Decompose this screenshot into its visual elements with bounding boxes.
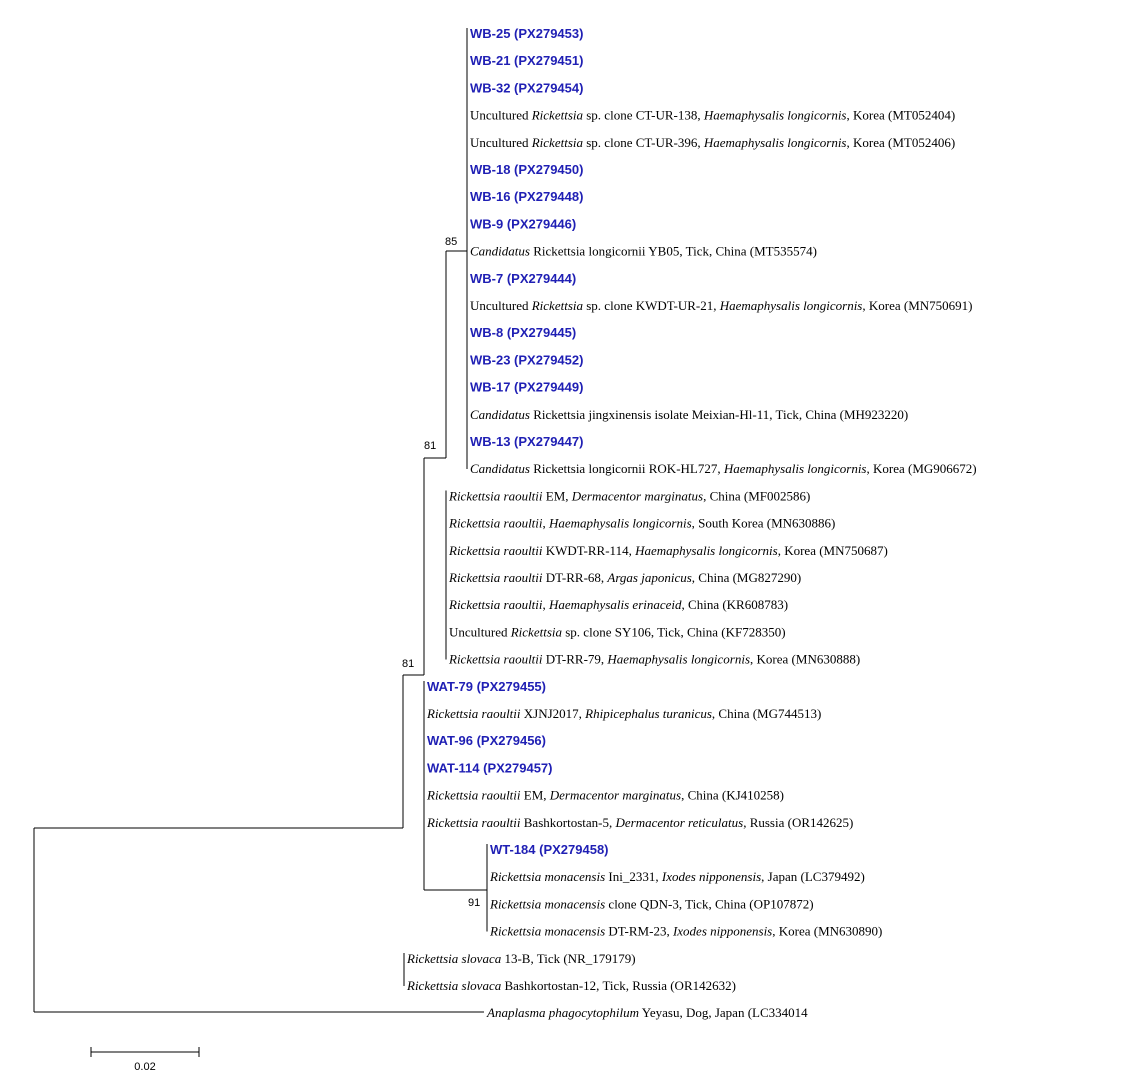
taxon-label-part: Haemaphysalis longicornis (635, 542, 778, 558)
taxon-label-part: XJNJ2017, (520, 706, 586, 721)
taxon-label-part: DT-RR-79, (542, 651, 608, 667)
taxon-label-part: DT-RM-23, (605, 923, 673, 939)
taxon-label-part: WB-21 (PX279451) (470, 53, 584, 69)
taxon-label-part: , Japan (LC379492) (761, 869, 865, 885)
taxon-label-part: Rickettsia raoultii (427, 787, 521, 803)
taxon-label-part: Ixodes nipponensis (661, 869, 762, 885)
taxon-label-wat79 (427, 679, 546, 694)
tree-branches (34, 28, 487, 1012)
taxon-label-wb9 (470, 216, 576, 231)
taxon-label-part: sp. clone CT-UR-396, (583, 134, 704, 150)
taxon-label-part: Uncultured (449, 624, 511, 640)
taxon-label-part: , China (MG827290) (691, 570, 802, 585)
taxon-label-part: clone QDN-3, Tick, China (OP107872) (605, 896, 814, 912)
taxon-label-slov13 (406, 951, 636, 966)
taxon-label-wb13 (470, 434, 583, 449)
taxon-label-part: Ixodes nipponensis (672, 923, 773, 939)
taxon-label-yb05 (470, 244, 817, 259)
taxon-label-part: Haemaphysalis erinaceid (549, 597, 682, 613)
taxon-label-part: Rickettsia monacensis (490, 923, 606, 939)
taxon-label-ct396 (470, 135, 955, 150)
taxon-label-part: WB-17 (PX279449) (470, 379, 584, 395)
taxon-label-part: sp. clone KWDT-UR-21, (583, 298, 720, 313)
taxon-label-part: Rickettsia longicornii YB05, Tick, China (MT535574) (529, 243, 817, 259)
taxon-label-part: 13-B, Tick (NR_179179) (501, 950, 636, 966)
taxon-label-part: Dermacentor marginatus (571, 488, 704, 504)
taxon-label-part: Rickettsia (510, 624, 562, 640)
taxon-label-part: Rickettsia slovaca (407, 950, 502, 966)
taxon-label-slov12 (406, 978, 736, 993)
taxon-label-wb8 (470, 325, 576, 340)
taxon-label-wt184 (490, 842, 609, 857)
taxon-label-part: Rickettsia raoultii (449, 488, 543, 504)
taxon-label-rok (470, 461, 977, 476)
taxon-label-part: EM, (542, 488, 572, 504)
taxon-label-wb32 (470, 80, 583, 95)
taxon-label-part: Rickettsia raoultii (449, 542, 543, 558)
taxon-label-wb7 (470, 271, 576, 286)
taxon-label-part: Rickettsia longicornii ROK-HL727, (529, 461, 724, 477)
taxon-label-part: Candidatus (470, 406, 530, 422)
taxon-label-part: Bashkortostan-5, (520, 814, 616, 830)
taxon-label-wat96 (427, 733, 546, 748)
taxon-label-part: , China (KJ410258) (681, 787, 785, 803)
taxon-label-wb23 (470, 352, 583, 367)
taxon-label-part: WB-7 (PX279444) (470, 270, 577, 286)
taxon-label-bash5 (426, 815, 853, 830)
taxon-label-ini (489, 869, 865, 884)
taxon-label-anap (486, 1005, 808, 1020)
bootstrap-value: 81 (424, 440, 437, 452)
taxon-label-part: , Korea (MG906672) (866, 461, 977, 477)
taxon-label-part: Dermacentor reticulatus (615, 814, 744, 830)
taxon-label-part: sp. clone CT-UR-138, (583, 107, 704, 123)
taxon-label-part: , (542, 515, 550, 531)
taxon-label-part: Candidatus (470, 461, 530, 477)
taxon-label-part: Haemaphysalis longicornis (719, 298, 863, 313)
taxon-label-dt68 (448, 570, 801, 585)
taxon-label-part: , Korea (MN630888) (750, 651, 861, 667)
taxon-label-part: , (542, 597, 550, 613)
taxon-label-part: Dermacentor marginatus (549, 787, 682, 803)
taxon-label-part: Uncultured (470, 298, 532, 313)
taxon-label-part: KWDT-RR-114, (542, 542, 636, 558)
taxon-label-part: , South Korea (MN630886) (691, 515, 836, 531)
taxon-label-kwdt114 (448, 543, 888, 558)
taxon-label-part: , China (KR608783) (681, 597, 789, 613)
taxon-label-part: Haemaphysalis longicornis (703, 107, 847, 123)
taxon-label-part: Uncultured (470, 134, 532, 150)
taxon-label-part: WB-13 (PX279447) (470, 434, 584, 449)
taxon-label-part: Rhipicephalus turanicus (585, 706, 712, 721)
taxon-label-part: Rickettsia monacensis (490, 896, 606, 912)
taxon-label-part: Uncultured (470, 107, 532, 123)
taxon-label-part: WB-8 (PX279445) (470, 325, 577, 341)
taxon-label-kwdt21 (470, 298, 973, 313)
taxon-label-part: Haemaphysalis longicornis (607, 651, 751, 667)
taxon-label-part: Anaplasma phagocytophilum (487, 1005, 640, 1021)
taxon-label-part: WB-18 (PX279450) (470, 162, 584, 177)
taxon-label-part: Haemaphysalis longicornis (549, 515, 692, 531)
taxon-label-part: Rickettsia raoultii (427, 814, 521, 830)
taxon-label-part: WB-23 (PX279452) (470, 352, 584, 368)
taxon-label-dt79 (448, 652, 860, 667)
taxon-label-part: WB-9 (PX279446) (470, 216, 577, 232)
taxon-label-part: WAT-114 (PX279457) (427, 760, 553, 776)
taxon-label-part: Rickettsia (531, 134, 583, 150)
taxon-label-part: , Korea (MT052404) (846, 107, 956, 123)
taxon-label-part: , Korea (MN750687) (777, 542, 888, 558)
taxon-label-part: WB-25 (PX279453) (470, 26, 584, 41)
taxon-label-part: DT-RR-68, (542, 570, 608, 585)
taxon-label-part: WT-184 (PX279458) (490, 842, 609, 857)
taxon-label-part: , China (MF002586) (703, 488, 811, 504)
taxon-label-part: Rickettsia raoultii (449, 651, 543, 667)
taxon-label-ct138 (470, 108, 955, 123)
taxon-label-wb17 (470, 380, 583, 395)
taxon-label-part: Rickettsia raoultii (449, 515, 543, 531)
taxon-label-part: Rickettsia jingxinensis isolate Meixian-Hl-11, Tick, China (MH923220) (529, 406, 909, 422)
taxon-label-erin (448, 597, 788, 612)
taxon-label-part: Rickettsia (531, 298, 583, 313)
taxon-label-part: Rickettsia raoultii (449, 570, 543, 585)
taxon-label-part: sp. clone SY106, Tick, China (KF728350) (562, 624, 786, 640)
bootstrap-value: 91 (468, 897, 481, 909)
taxon-label-part: Argas japonicus (607, 570, 692, 585)
taxon-label-wb18 (470, 162, 583, 177)
taxon-label-wb16 (470, 189, 583, 204)
taxon-label-part: EM, (520, 787, 550, 803)
taxon-label-wb25 (470, 26, 583, 41)
taxon-label-wb21 (470, 53, 583, 68)
taxon-label-part: , Russia (OR142625) (743, 814, 854, 830)
taxon-label-em1 (448, 488, 810, 503)
bootstrap-value: 85 (445, 236, 458, 248)
taxon-label-part: Rickettsia slovaca (407, 978, 502, 993)
taxon-label-part: Rickettsia (531, 107, 583, 123)
taxon-label-meixian (470, 407, 908, 422)
taxon-label-part: WAT-96 (PX279456) (427, 733, 546, 749)
taxon-label-part: WB-32 (PX279454) (470, 80, 584, 96)
taxon-label-part: Bashkortostan-12, Tick, Russia (OR142632) (501, 978, 736, 993)
taxon-label-qdn3 (489, 896, 814, 911)
taxon-label-part: Rickettsia raoultii (427, 706, 521, 721)
taxon-label-part: Haemaphysalis longicornis (723, 461, 867, 477)
taxon-label-part: Ini_2331, (605, 869, 662, 885)
taxon-label-part: Candidatus (470, 243, 530, 259)
taxon-label-part: WB-16 (PX279448) (470, 189, 584, 205)
taxon-label-part: , Korea (MN750691) (862, 298, 973, 313)
scale-bar-label: 0.02 (134, 1061, 156, 1073)
scale-bar (91, 1047, 199, 1073)
taxon-label-part: , Korea (MT052406) (846, 134, 956, 150)
taxon-label-sy106 (449, 624, 786, 639)
taxon-label-part: Haemaphysalis longicornis (703, 134, 847, 150)
taxon-label-part: , China (MG744513) (711, 706, 822, 721)
taxon-label-em2 (426, 788, 784, 803)
taxon-labels (406, 26, 977, 1020)
bootstrap-value: 81 (402, 658, 415, 670)
taxon-label-part: Yeyasu, Dog, Japan (LC334014 (639, 1005, 808, 1021)
taxon-label-part: Rickettsia raoultii (449, 597, 543, 613)
taxon-label-part: WAT-79 (PX279455) (427, 678, 546, 694)
taxon-label-xjnj (426, 706, 821, 721)
taxon-label-rm23 (489, 924, 882, 939)
taxon-label-wat114 (427, 760, 553, 775)
taxon-label-skorea (448, 516, 835, 531)
taxon-label-part: , Korea (MN630890) (772, 923, 883, 939)
taxon-label-part: Rickettsia monacensis (490, 869, 606, 885)
